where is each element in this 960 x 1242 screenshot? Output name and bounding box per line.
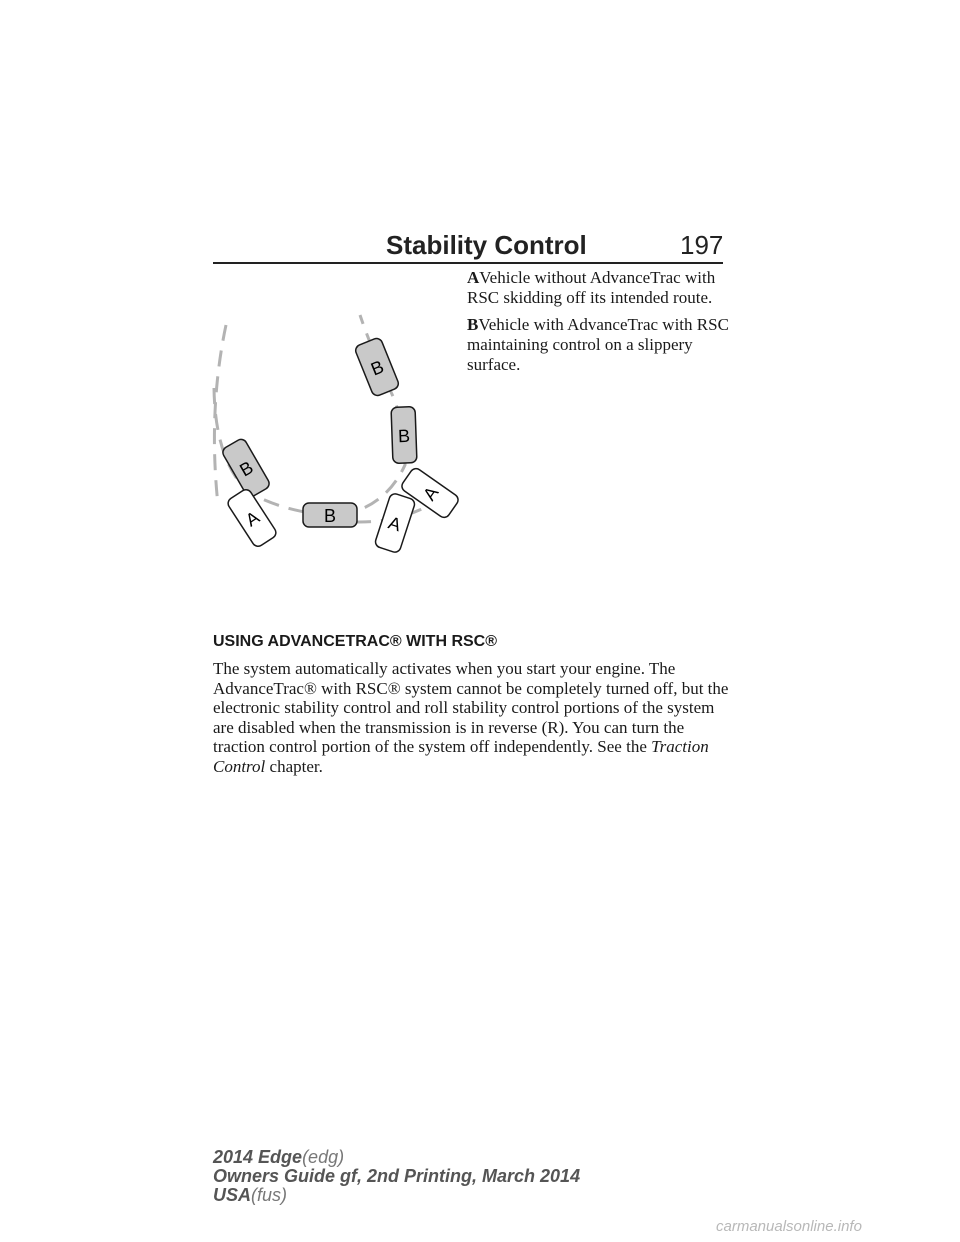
vehicle-label: B xyxy=(236,457,257,481)
vehicle-label: B xyxy=(397,425,411,447)
body-text-tail: chapter. xyxy=(269,756,323,776)
legend-text: Vehicle without AdvanceTrac with RSC skidding off its intended route. xyxy=(467,268,716,307)
car-a-1 xyxy=(226,487,278,548)
vehicle-label: A xyxy=(419,482,443,505)
legend-key: A xyxy=(467,268,480,287)
page-number: 197 xyxy=(680,230,724,260)
section-heading: USING ADVANCETRAC® WITH RSC® xyxy=(213,633,498,650)
chapter-reference: Traction Control xyxy=(213,737,709,776)
vehicle-label: B xyxy=(368,356,387,380)
legend-key: B xyxy=(467,315,479,334)
body-text: The system automatically activates when you start your engine. The AdvanceTrac® with RSC® system cannot be completely turned off, but the electronic stability control and roll stability control portions of the system are disabled when the transmission is in reverse (R). You can turn the traction control portion of the system off independently. See the xyxy=(213,659,729,756)
legend-text: Vehicle with AdvanceTrac with RSC maintaining control on a slippery surface. xyxy=(467,315,729,374)
footer xyxy=(213,1148,580,1205)
car-b-2 xyxy=(391,407,417,464)
page-title: Stability Control xyxy=(386,230,587,260)
legend-item-a xyxy=(467,268,732,308)
footer-line-3: USA(fus) xyxy=(213,1185,288,1205)
vehicle-label: B xyxy=(323,506,337,526)
vehicle-label: A xyxy=(385,512,404,536)
footer-line-2: Owners Guide gf, 2nd Printing, March 2014 xyxy=(213,1166,581,1186)
stability-control-diagram xyxy=(200,300,480,570)
car-a-2 xyxy=(374,492,416,553)
car-b-1 xyxy=(354,337,400,398)
car-b-4 xyxy=(303,503,357,527)
legend-item-b xyxy=(467,315,732,375)
header-rule xyxy=(213,262,723,264)
footer-line-1: 2014 Edge(edg) xyxy=(213,1147,345,1167)
vehicle-label: A xyxy=(242,507,264,531)
watermark: carmanualsonline.info xyxy=(716,1218,862,1235)
body-paragraph xyxy=(213,659,733,776)
